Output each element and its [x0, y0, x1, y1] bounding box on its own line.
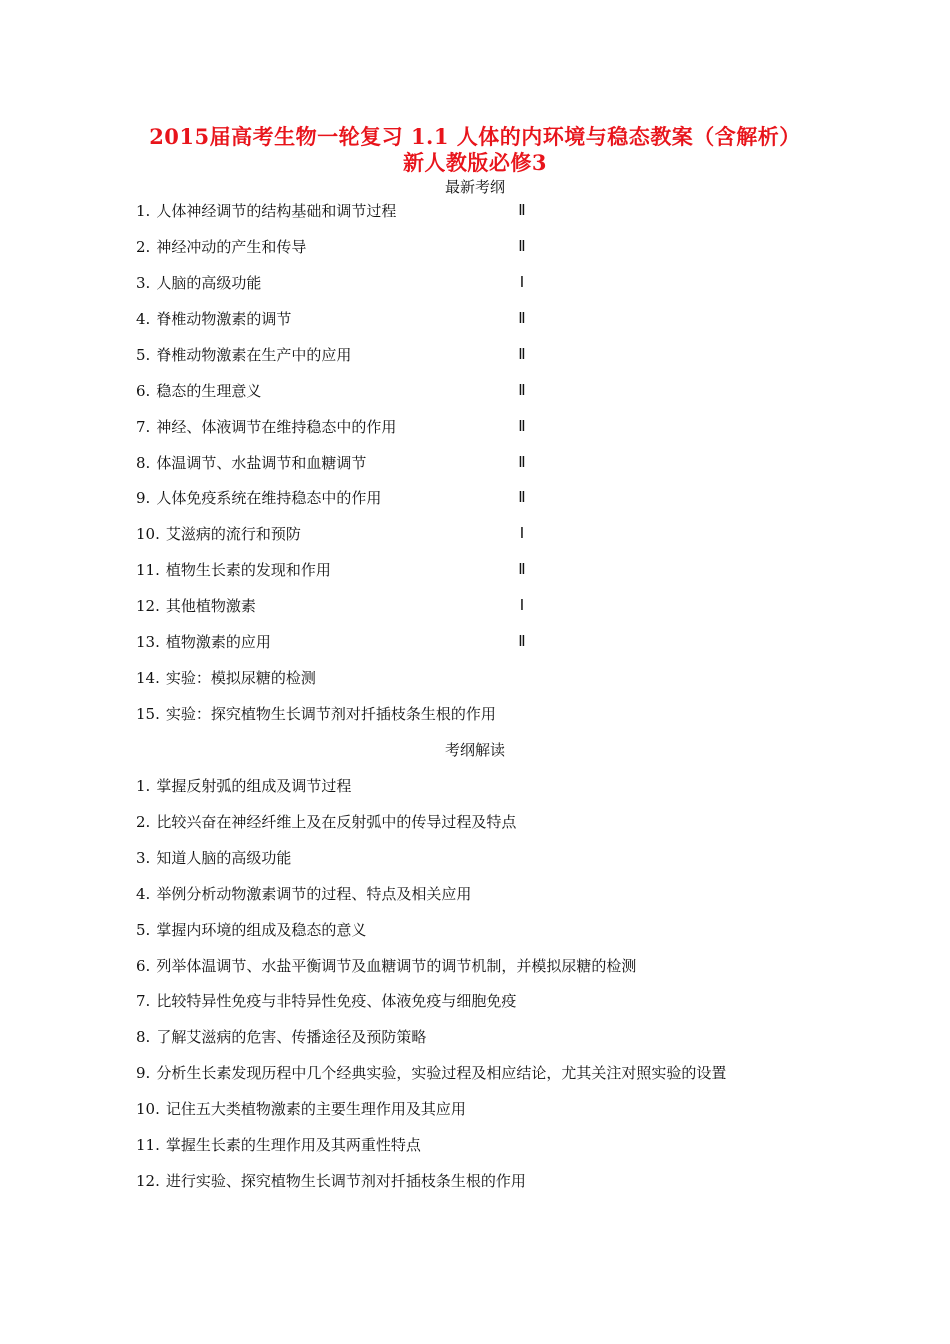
item-text: 分析生长素发现历程中几个经典实验，实验过程及相应结论，尤其关注对照实验的设置 [156, 1064, 727, 1082]
syllabus-item [136, 523, 301, 545]
syllabus-level: Ⅱ [518, 455, 526, 471]
syllabus-heading: 最新考纲 [444, 178, 505, 196]
item-text: 艾滋病的流行和预防 [165, 525, 301, 543]
item-number: 3. [136, 849, 151, 867]
item-number: 1. [136, 777, 151, 795]
item-text: 举例分析动物激素调节的过程、特点及相关应用 [156, 885, 472, 903]
item-text: 进行实验、探究植物生长调节剂对扦插枝条生根的作用 [165, 1172, 526, 1190]
syllabus-item [136, 308, 291, 330]
syllabus-level: Ⅰ [519, 598, 525, 614]
syllabus-item [136, 380, 261, 402]
syllabus-level: Ⅱ [518, 239, 526, 255]
syllabus-level: Ⅱ [518, 311, 526, 327]
item-text: 记住五大类植物激素的主要生理作用及其应用 [165, 1100, 466, 1118]
item-number: 10. [136, 525, 160, 543]
interpretation-item [136, 990, 516, 1012]
interpretation-item [136, 1134, 421, 1156]
syllabus-item [136, 559, 331, 581]
item-number: 11. [136, 1136, 160, 1154]
item-text: 掌握反射弧的组成及调节过程 [156, 777, 352, 795]
item-text: 知道人脑的高级功能 [156, 849, 292, 867]
item-number: 12. [136, 597, 160, 615]
item-text: 人体神经调节的结构基础和调节过程 [156, 202, 397, 220]
item-text: 神经、体液调节在维持稳态中的作用 [156, 418, 397, 436]
item-text: 植物生长素的发现和作用 [165, 561, 331, 579]
syllabus-item [136, 200, 396, 222]
item-text: 脊椎动物激素在生产中的应用 [156, 346, 352, 364]
interpretation-item [136, 1098, 466, 1120]
item-text: 掌握生长素的生理作用及其两重性特点 [165, 1136, 421, 1154]
interpretation-item [136, 811, 516, 833]
interpretation-heading: 考纲解读 [444, 741, 505, 759]
interpretation-item [136, 883, 471, 905]
interpretation-item [136, 775, 351, 797]
item-number: 2. [136, 238, 151, 256]
item-number: 7. [136, 992, 151, 1010]
syllabus-item [136, 703, 496, 725]
item-number: 11. [136, 561, 160, 579]
syllabus-item [136, 344, 351, 366]
syllabus-level: Ⅰ [519, 526, 525, 542]
syllabus-item [136, 487, 381, 509]
item-number: 14. [136, 669, 160, 687]
interpretation-item [136, 1026, 426, 1048]
item-text: 比较兴奋在神经纤维上及在反射弧中的传导过程及特点 [156, 813, 517, 831]
item-text: 掌握内环境的组成及稳态的意义 [156, 921, 367, 939]
item-number: 2. [136, 813, 151, 831]
syllabus-level: Ⅱ [518, 383, 526, 399]
item-text: 实验：模拟尿糖的检测 [165, 669, 316, 687]
syllabus-item [136, 631, 271, 653]
item-text: 体温调节、水盐调节和血糖调节 [156, 454, 367, 472]
item-number: 9. [136, 1064, 151, 1082]
interpretation-item [136, 955, 636, 977]
item-text: 稳态的生理意义 [156, 382, 262, 400]
syllabus-item [136, 416, 396, 438]
syllabus-level: Ⅱ [518, 203, 526, 219]
syllabus-level: Ⅱ [518, 562, 526, 578]
item-text: 其他植物激素 [165, 597, 256, 615]
syllabus-level: Ⅰ [519, 275, 525, 291]
item-text: 比较特异性免疫与非特异性免疫、体液免疫与细胞免疫 [156, 992, 517, 1010]
document-title-line1: 2015届高考生物一轮复习 1.1 人体的内环境与稳态教案（含解析） [149, 124, 801, 149]
syllabus-item [136, 595, 256, 617]
item-number: 8. [136, 1028, 151, 1046]
document-title-line2: 新人教版必修3 [402, 150, 548, 175]
item-text: 脊椎动物激素的调节 [156, 310, 292, 328]
interpretation-item [136, 1170, 526, 1192]
syllabus-item [136, 272, 261, 294]
item-number: 6. [136, 382, 151, 400]
item-number: 3. [136, 274, 151, 292]
item-number: 9. [136, 489, 151, 507]
item-text: 列举体温调节、水盐平衡调节及血糖调节的调节机制，并模拟尿糖的检测 [156, 957, 637, 975]
syllabus-item [136, 667, 316, 689]
item-number: 15. [136, 705, 160, 723]
interpretation-item [136, 847, 291, 869]
item-number: 5. [136, 921, 151, 939]
item-text: 了解艾滋病的危害、传播途径及预防策略 [156, 1028, 427, 1046]
item-number: 4. [136, 885, 151, 903]
item-text: 人体免疫系统在维持稳态中的作用 [156, 489, 382, 507]
item-number: 12. [136, 1172, 160, 1190]
item-text: 植物激素的应用 [165, 633, 271, 651]
interpretation-item [136, 919, 366, 941]
item-number: 1. [136, 202, 151, 220]
syllabus-level: Ⅱ [518, 419, 526, 435]
interpretation-item [136, 1062, 726, 1084]
item-number: 4. [136, 310, 151, 328]
item-text: 神经冲动的产生和传导 [156, 238, 307, 256]
syllabus-level: Ⅱ [518, 490, 526, 506]
item-number: 6. [136, 957, 151, 975]
item-number: 10. [136, 1100, 160, 1118]
item-number: 13. [136, 633, 160, 651]
item-number: 7. [136, 418, 151, 436]
item-number: 5. [136, 346, 151, 364]
item-number: 8. [136, 454, 151, 472]
syllabus-level: Ⅱ [518, 634, 526, 650]
item-text: 实验：探究植物生长调节剂对扦插枝条生根的作用 [165, 705, 496, 723]
syllabus-item [136, 452, 366, 474]
syllabus-item [136, 236, 306, 258]
item-text: 人脑的高级功能 [156, 274, 262, 292]
syllabus-level: Ⅱ [518, 347, 526, 363]
